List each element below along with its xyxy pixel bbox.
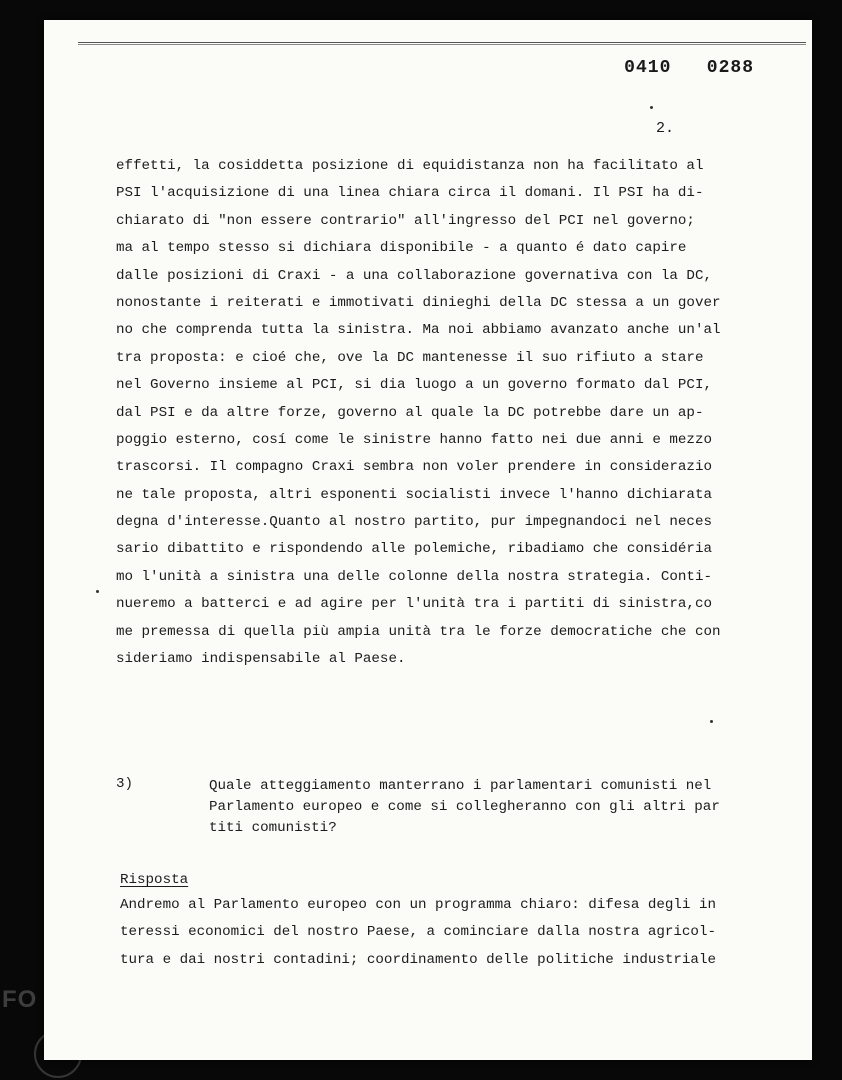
answer-line: teressi economici del nostro Paese, a cominciare dalla nostra agricol- [120, 924, 716, 941]
body-line: degna d'interesse.Quanto al nostro partito, pur impegnandoci nel neces [116, 514, 712, 531]
body-line: poggio esterno, cosí come le sinistre hanno fatto nei due anni e mezzo [116, 431, 712, 448]
body-line: nonostante i reiterati e immotivati dinieghi della DC stessa a un gover [116, 294, 721, 311]
answer-paragraph [120, 892, 810, 974]
body-line: mo l'unità a sinistra una delle colonne della nostra strategia. Conti- [116, 568, 712, 585]
question-line: Quale atteggiamento manterrano i parlamentari comunisti nel [209, 778, 712, 794]
body-line: chiarato di "non essere contrario" all'ingresso del PCI nel governo; [116, 212, 695, 229]
top-rule [78, 42, 806, 43]
body-line: trascorsi. Il compagno Craxi sembra non voler prendere in considerazio [116, 459, 712, 476]
body-line: PSI l'acquisizione di una linea chiara circa il domani. Il PSI ha di- [116, 185, 704, 202]
body-line: dal PSI e da altre forze, governo al quale la DC potrebbe dare un ap- [116, 404, 704, 421]
body-line: effetti, la cosiddetta posizione di equidistanza non ha facilitato al [116, 158, 704, 174]
body-line: sideriamo indispensabile al Paese. [116, 651, 406, 668]
top-rule-secondary [78, 44, 806, 45]
body-paragraph [116, 153, 806, 673]
body-line: me premessa di quella più ampia unità tra le forze democratiche che con [116, 623, 721, 640]
question-text [209, 776, 720, 839]
question-line: Parlamento europeo e come si collegheranno con gli altri par [209, 799, 720, 815]
body-line: tra proposta: e cioé che, ove la DC mantenesse il suo rifiuto a stare [116, 349, 704, 366]
body-line: dalle posizioni di Craxi - a una collaborazione governativa con la DC, [116, 267, 712, 284]
paper-speck [96, 590, 99, 593]
body-line: no che comprenda tutta la sinistra. Ma noi abbiamo avanzato anche un'al [116, 322, 721, 339]
body-line: nel Governo insieme al PCI, si dia luogo a un governo formato dal PCI, [116, 377, 712, 394]
document-page [44, 20, 812, 1060]
watermark-logo: FO [2, 986, 38, 1013]
body-line: sario dibattito e rispondendo alle polemiche, ribadiamo che considéria [116, 541, 712, 558]
answer-line: Andremo al Parlamento europeo con un programma chiaro: difesa degli in [120, 897, 716, 913]
paper-speck [650, 106, 653, 109]
answer-line: tura e dai nostri contadini; coordinamento delle politiche industriale [120, 951, 716, 968]
body-line: ma al tempo stesso si dichiara disponibile - a quanto é dato capire [116, 240, 687, 257]
archive-number: 0410 0288 [624, 58, 754, 78]
body-line: ne tale proposta, altri esponenti socialisti invece l'hanno dichiarata [116, 486, 712, 503]
question-line: titi comunisti? [209, 820, 337, 836]
page-number: 2. [656, 120, 675, 137]
question-number: 3) [116, 776, 134, 792]
answer-heading: Risposta [120, 872, 189, 888]
paper-speck [710, 720, 713, 723]
body-line: nueremo a batterci e ad agire per l'unità tra i partiti di sinistra,co [116, 596, 712, 613]
